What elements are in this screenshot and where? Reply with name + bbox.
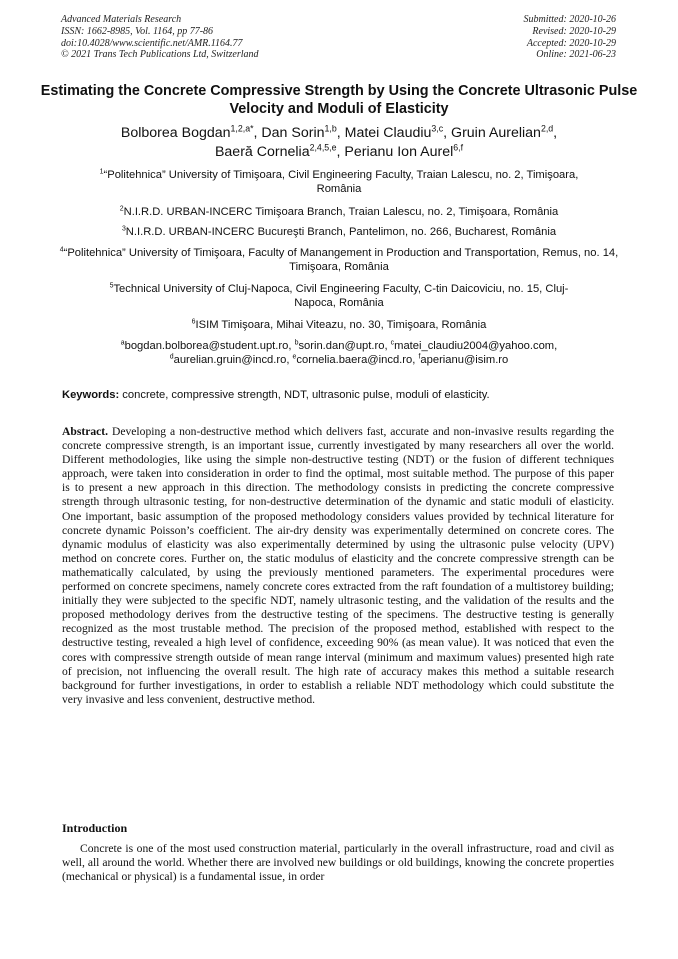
accepted-date: Accepted: 2020-10-29 [526, 37, 616, 49]
author-name: Dan Sorin [261, 125, 325, 141]
affiliation-4 [40, 246, 638, 274]
email-address[interactable]: cornelia.baera@incd.ro [296, 354, 413, 366]
email-mark: b [294, 339, 299, 347]
submission-dates [524, 14, 617, 61]
email-address[interactable]: aurelian.gruin@incd.ro [173, 354, 287, 366]
keywords-label: Keywords: [62, 389, 120, 401]
email-mark: f [418, 353, 421, 361]
submitted-date: Submitted: 2020-10-26 [523, 14, 616, 25]
journal-name: Advanced Materials Research [61, 14, 182, 25]
author-name: Gruin Aurelian [451, 125, 541, 141]
author-affiliation-mark: 1,2,a* [230, 123, 254, 134]
email-mark: e [292, 353, 297, 361]
abstract-text: Developing a non-destructive method which delivers fast, accurate and non-invasive results regarding the concrete compressive strength, is an important issue, currently investigated by many researchers all over the world. Different methodologies, like using the simple non-destructive testing (NDT) or the fusion of different techniques approach, were taken into consideration in order to find the optimal, most suitable method. The purpose of this paper is to present a new approach in this direction. The methodology consists in predicting the concrete compressive strength through ultrasonic testing, for non-destructive determination of the dynamic and static moduli of elasticity. One important, basic assumption of the proposed methodology considers values provided by technical literature for concrete dynamic Poisson’s coefficient. The air-dry density was experimentally determined on concrete cores. The dynamic modulus of elasticity was also experimentally determined by using the ultrasonic pulse velocity (UPV) method on concrete cores. Further on, the static modulus of elasticity and the concrete compressive strength can be mathematically calculated, by using the previously mentioned parameters. The experimental procedures were performed on concrete specimens, namely concrete cores extracted from the raft foundation of a multistorey building; initially they were subjected to the specific NDT, namely ultrasonic testing, and the validation of the results and the proposed methodology derives from the destructive testing of the specimens. The destructive testing is generally recognized as the most trustable method. The precision of the proposed method, established with respect to the destructive testing, revealed a high level of confidence, exceeding 90% (as mean value). It was noticed that even the cores with compressive strength outside of mean range interval (minimum and maximum values) presented high rate of precision, not influencing the overall result. The high rate of accuracy makes this method a suitable research background for further investigations, in order to establish a reliable NDT methodology which could substitute the very invasive and less convenient, destructive method. [62, 425, 614, 706]
affiliation-mark: 2 [119, 205, 124, 213]
affiliation-mark: 4 [59, 246, 64, 254]
keywords-text: concrete, compressive strength, NDT, ultrasonic pulse, moduli of elasticity. [119, 389, 490, 401]
email-mark: d [169, 353, 174, 361]
author-affiliation-mark: 2,4,5,e [309, 141, 337, 152]
affiliation-text: ISIM Timişoara, Mihai Viteazu, no. 30, Timişoara, România [195, 319, 487, 331]
abstract [62, 425, 614, 707]
affiliation-mark: 5 [109, 282, 114, 290]
affiliation-1 [40, 168, 638, 196]
affiliation-text: Technical University of Cluj-Napoca, Civil Engineering Faculty, C-tin Daicoviciu, no. 15, Cluj-Napoca, România [113, 283, 569, 309]
introduction-paragraph: Concrete is one of the most used construction material, particularly in the overall infrastructure, road and civil as well, all around the world. Whether there are involved new buildings or old buildings, knowing the concrete properties (mechanical or physical) is a fundamental issue, in order [62, 842, 614, 884]
author-name: Matei Claudiu [344, 125, 432, 141]
author-name: Perianu Ion Aurel [344, 143, 454, 160]
issn-line: ISSN: 1662-8985, Vol. 1164, pp 77-86 [61, 25, 214, 37]
copyright-line: © 2021 Trans Tech Publications Ltd, Switzerland [61, 49, 259, 61]
affiliation-mark: 3 [121, 225, 126, 233]
affiliation-text: “Politehnica” University of Timişoara, Faculty of Manangement in Production and Transportation, Remus, no. 14, Timişoara, România [63, 247, 619, 273]
email-address[interactable]: sorin.dan@upt.ro [298, 340, 385, 352]
email-address[interactable]: matei_claudiu2004@yahoo.com [394, 340, 555, 352]
revised-date: Revised: 2020-10-29 [532, 25, 616, 37]
keywords [62, 388, 618, 402]
affiliation-3 [40, 225, 638, 239]
affiliation-2 [40, 205, 638, 219]
section-heading: Introduction [62, 821, 128, 835]
email-mark: a [120, 339, 125, 347]
author-name: Baeră Cornelia [214, 143, 310, 160]
affiliation-6 [40, 318, 638, 332]
author-list: Bolborea Bogdan$^{1,2,a*}$, Dan Sorin$^{1,b}$, Matei Claudiu$^{3,c}$, Gruin Aurelian$^{2,d}$, Baeră Cornelia$^{2,4,5,e}$, Perianu Ion Aurel$^{6,f}$ [120, 123, 558, 160]
author-emails: $^a$bogdan.bolborea@student.upt.ro, $^b$sorin.dan@upt.ro, $^c$matei_claudiu2004@yahoo.com, $^d$aurelian.gruin@incd.ro, $^e$cornelia.baera@incd.ro, $^f$aperianu@isim.ro [120, 339, 558, 366]
affiliation-mark: 1 [99, 168, 104, 176]
author-affiliation-mark: 2,d [540, 123, 554, 134]
journal-info [61, 14, 259, 61]
affiliation-text: “Politehnica” University of Timişoara, Civil Engineering Faculty, Traian Lalescu, no. 2, Timişoara, România [103, 169, 579, 195]
paper-title: Estimating the Concrete Compressive Strength by Using the Concrete Ultrasonic Pulse Velocity and Moduli of Elasticity [40, 83, 638, 117]
affiliation-5 [40, 282, 638, 310]
doi-line: doi:10.4028/www.scientific.net/AMR.1164.77 [61, 37, 243, 49]
affiliation-text: N.I.R.D. URBAN-INCERC Bucureşti Branch, Pantelimon, no. 266, Bucharest, România [125, 226, 557, 238]
author-affiliation-mark: 1,b [324, 123, 337, 134]
email-address[interactable]: aperianu@isim.ro [420, 354, 509, 366]
author-affiliation-mark: 6,f [453, 141, 464, 152]
abstract-label: Abstract. [62, 425, 109, 438]
author-name: Bolborea Bogdan [120, 125, 231, 141]
affiliation-text: N.I.R.D. URBAN-INCERC Timişoara Branch, Traian Lalescu, no. 2, Timişoara, România [123, 206, 559, 218]
author-affiliation-mark: 3,c [431, 123, 444, 134]
email-mark: c [390, 339, 395, 347]
affiliation-mark: 6 [191, 318, 196, 326]
online-date: Online: 2021-06-23 [536, 49, 616, 61]
email-address[interactable]: bogdan.bolborea@student.upt.ro [124, 340, 289, 352]
